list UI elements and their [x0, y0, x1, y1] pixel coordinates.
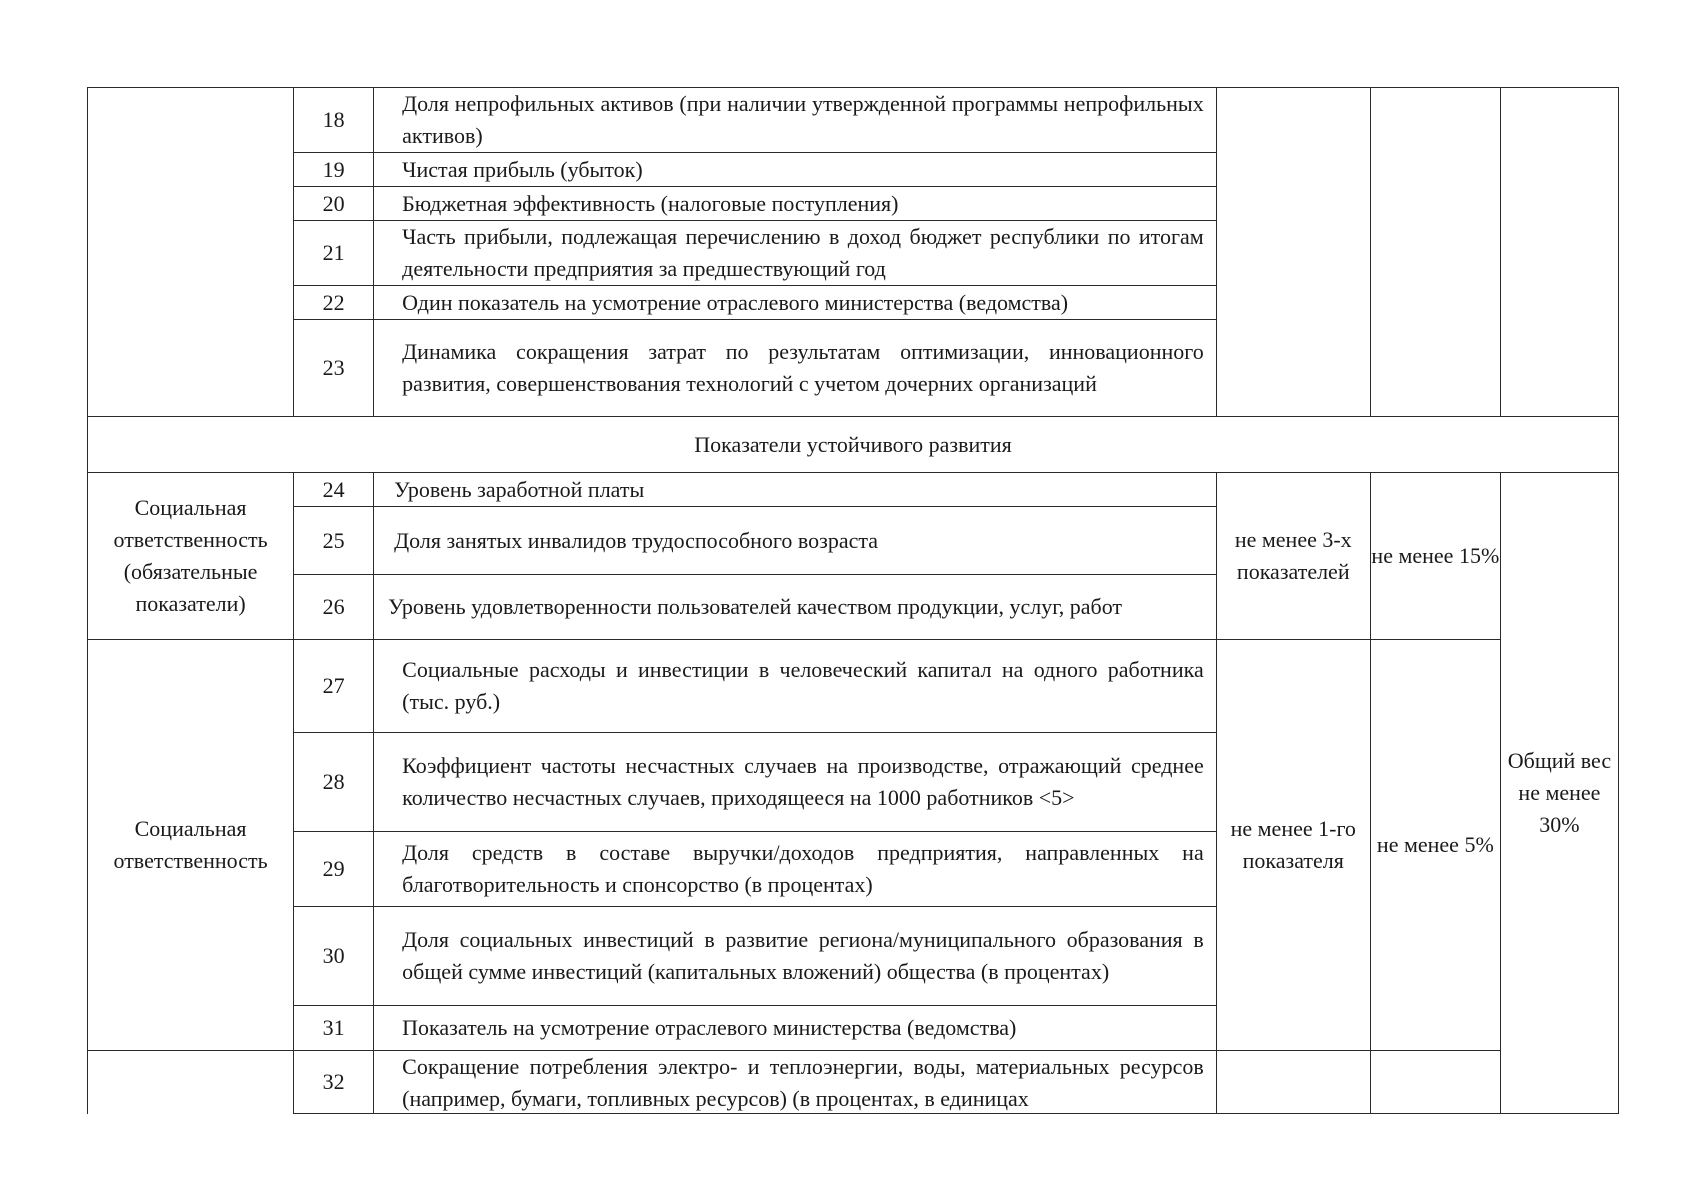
requirement-cell-empty	[1216, 88, 1370, 417]
indicator-text: Коэффициент частоты несчастных случаев на производстве, отражающий среднее количество несчастных случаев, приходящееся на 1000 работников <5>	[402, 753, 1204, 810]
table-row	[88, 473, 1619, 507]
requirement-cell-empty	[1216, 1051, 1370, 1114]
group-cell-empty	[88, 88, 294, 417]
indicator-text: Часть прибыли, подлежащая перечислению в доход бюджет республики по итогам деятельности предприятия за предшествующий год	[402, 224, 1204, 281]
indicator-text: Доля средств в составе выручки/доходов предприятия, направленных на благотворительность и спонсорство (в процентах)	[402, 840, 1204, 897]
section-row	[88, 417, 1619, 473]
indicator-text: Доля социальных инвестиций в развитие региона/муниципального образования в общей сумме инвестиций (капитальных вложений) общества (в процентах)	[402, 927, 1204, 984]
total-weight: Общий вес не менее 30%	[1500, 473, 1618, 1114]
total-cell-empty	[1500, 88, 1618, 417]
indicator-text: Уровень заработной платы	[394, 476, 645, 502]
group-label-social: Социальная ответственность	[88, 640, 294, 1051]
row-number: 24	[294, 473, 374, 507]
row-number: 19	[294, 153, 374, 187]
row-number: 22	[294, 286, 374, 320]
indicator-text: Чистая прибыль (убыток)	[402, 156, 643, 182]
row-number: 25	[294, 507, 374, 575]
row-number: 18	[294, 88, 374, 153]
row-number: 20	[294, 187, 374, 221]
group-cell-empty	[88, 1051, 294, 1114]
indicator-text: Социальные расходы и инвестиции в человеческий капитал на одного работника (тыс. руб.)	[402, 657, 1204, 714]
row-number: 30	[294, 907, 374, 1006]
indicator-text: Бюджетная эффективность (налоговые поступления)	[402, 190, 899, 216]
indicator-text: Уровень удовлетворенности пользователей качеством продукции, услуг, работ	[388, 594, 1123, 619]
table-row	[88, 88, 1619, 153]
indicator-text: Сокращение потребления электро- и теплоэнергии, воды, материальных ресурсов (например, бумаги, топливных ресурсов) (в процентах, в единицах	[402, 1054, 1204, 1111]
section-title: Показатели устойчивого развития	[88, 417, 1619, 473]
weight-social: не менее 5%	[1370, 640, 1500, 1051]
weight-cell-empty	[1370, 88, 1500, 417]
row-number: 26	[294, 575, 374, 640]
indicator-text: Доля непрофильных активов (при наличии утвержденной программы непрофильных активов)	[402, 91, 1204, 148]
row-number: 27	[294, 640, 374, 733]
row-number: 29	[294, 832, 374, 907]
requirement-mandatory: не менее 3-х показателей	[1216, 473, 1370, 640]
row-number: 21	[294, 221, 374, 286]
indicators-table	[87, 87, 1619, 1114]
table-row	[88, 640, 1619, 733]
table-row	[88, 1051, 1619, 1114]
row-number: 28	[294, 733, 374, 832]
indicator-text: Показатель на усмотрение отраслевого министерства (ведомства)	[402, 1015, 1017, 1040]
row-number: 23	[294, 320, 374, 417]
group-label-mandatory: Социальная ответственность (обязательные показатели)	[88, 473, 294, 640]
indicator-text: Динамика сокращения затрат по результатам оптимизации, инновационного развития, совершенствования технологий с учетом дочерних организаций	[402, 339, 1204, 396]
weight-cell-empty	[1370, 1051, 1500, 1114]
indicator-text: Доля занятых инвалидов трудоспособного возраста	[394, 527, 879, 553]
row-number: 31	[294, 1006, 374, 1051]
row-number: 32	[294, 1051, 374, 1114]
weight-mandatory: не менее 15%	[1370, 473, 1500, 640]
indicator-text: Один показатель на усмотрение отраслевого министерства (ведомства)	[402, 289, 1069, 315]
requirement-social: не менее 1-го показателя	[1216, 640, 1370, 1051]
